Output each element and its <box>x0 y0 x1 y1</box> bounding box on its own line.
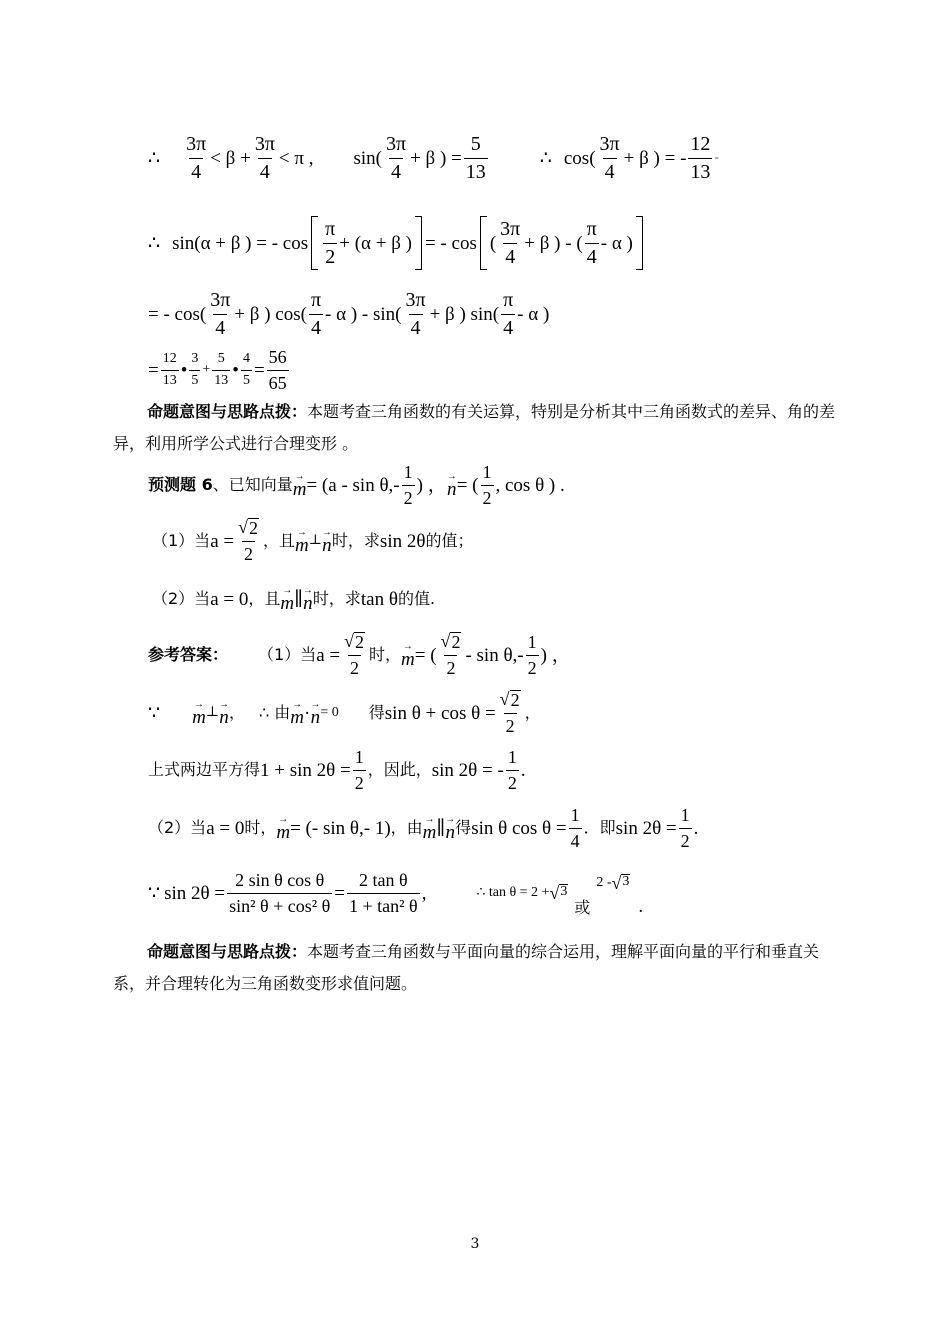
intent-label: 命题意图与思路点拨： <box>147 402 308 421</box>
fraction: $\frac{12}{13}$ <box>690 132 711 183</box>
fraction: $\frac{3\pi}{4}$ <box>254 132 275 183</box>
fraction: $\frac{1}{2}$ <box>354 746 364 793</box>
fraction: $\frac{\pi}{4}$ <box>586 217 597 268</box>
fraction: $\frac{\pi}{2}$ <box>325 217 336 268</box>
vector-m: → m <box>292 470 307 500</box>
vector-n: → n <box>310 698 321 728</box>
fraction: $\frac{\pi}{4}$ <box>310 288 322 339</box>
fraction: $\frac{1}{2}$ <box>680 804 690 851</box>
sqrt-3: √ 3 <box>549 883 568 903</box>
intent-label: 命题意图与思路点拨： <box>147 942 308 961</box>
fraction: $\frac{1}{2}$ <box>527 631 537 678</box>
vector-n: → n <box>446 470 457 500</box>
vector-m: → m <box>422 813 437 843</box>
vector-n: → n <box>219 698 229 728</box>
fraction: $\frac{5}{13}$ <box>465 132 486 183</box>
fraction: $\frac{4}{5}$ <box>242 350 250 388</box>
math-row-1: ∴ $\frac{3\pi}{4}$ < β + $\frac{3\pi}{4}$ < π , sin( $\frac{3\pi}{4}$ + β ) = $\frac{5}{13}$ ∴ cos( $\frac{3\pi}{4}$ + β ) = - $\frac{12}{13}$ - <box>148 132 720 183</box>
left-bracket <box>480 216 487 270</box>
fraction: $\frac{12}{13}$ <box>162 350 177 388</box>
math-row-4: = $\frac{12}{13}$ • $\frac{3}{5}$ + $\frac{5}{13}$ • $\frac{4}{5}$ = $\frac{56}{65}$ <box>148 346 287 393</box>
therefore-symbol: ∴ <box>148 232 161 254</box>
sqrt-3: √ 3 <box>611 873 630 893</box>
page-number: 3 <box>470 1236 480 1252</box>
fraction: √ 2 2 <box>344 631 364 678</box>
problem-label: 预测题 6 <box>148 475 213 494</box>
fraction: $\frac{1}{4}$ <box>570 804 580 851</box>
left-bracket <box>311 216 318 270</box>
paragraph-intent-1 <box>113 396 843 460</box>
vector-m: → m <box>401 640 415 670</box>
fraction: $\frac{\text{2 tan θ}}{\text{1 + tan² θ}}$ <box>349 869 418 916</box>
answer-line-3: 上式两边平方得 1 + sin 2θ = $\frac{1}{2}$ ，因此， sin 2θ = - $\frac{1}{2}$ . <box>148 746 526 793</box>
math-row-2: ∴ sin(α + β ) = - cos $\frac{\pi}{2}$ + (α + β ) = - cos ( $\frac{3\pi}{4}$ + β ) - ( $\frac{\pi}{4}$ - α ) <box>0 214 950 272</box>
vector-n: → n <box>302 584 313 614</box>
fraction: √ 2 2 <box>238 517 258 564</box>
fraction: √ 2 2 <box>499 689 520 736</box>
answer-line-5: ∵ sin 2θ = $\frac{\text{2 sin θ cos θ}}{\text{sin² θ + cos² θ}}$ = $\frac{\text{2 tan θ}}{\text{1 + tan² θ}}$ , ∴ tan θ = 2 + √ 3 或 2 - √ 3 . <box>148 869 644 917</box>
fraction: $\frac{5}{13}$ <box>214 350 229 388</box>
paragraph-intent-2 <box>113 936 843 1000</box>
fraction: $\frac{3\pi}{4}$ <box>599 132 620 183</box>
question-2: （2）当 a = 0 ，且 → m ∥ → n 时，求 tan θ 的值. <box>152 584 436 614</box>
math-row-3: = - cos( $\frac{3\pi}{4}$ + β ) cos( $\frac{\pi}{4}$ - α ) - sin( $\frac{3\pi}{4}$ + β ) sin( $\frac{\pi}{4}$ - α ) <box>148 288 550 339</box>
fraction: $\frac{3\pi}{4}$ <box>405 288 426 339</box>
fraction: $\frac{1}{2}$ <box>507 746 517 793</box>
fraction: $\frac{\text{2 sin θ cos θ}}{\text{sin² θ + cos² θ}}$ <box>229 869 331 916</box>
vector-m: → m <box>290 698 305 728</box>
answer-line-2: ∵ → m ⊥ → n ， ∴ 由 → m · → n = 0 得 sin θ + cos θ = √ 2 2 ， <box>148 689 541 736</box>
because-symbol: ∵ <box>148 882 161 904</box>
vector-m: → m <box>280 584 295 614</box>
vector-m: → m <box>295 526 309 556</box>
fraction: $\frac{\pi}{4}$ <box>503 288 514 339</box>
question-1: （1）当 a = √ 2 2 ，且 → m ⊥ → n 时，求 sin 2θ 的值； <box>152 517 474 564</box>
fraction: $\frac{3\pi}{4}$ <box>500 217 521 268</box>
fraction: $\frac{1}{2}$ <box>482 461 492 508</box>
fraction: $\frac{3\pi}{4}$ <box>385 132 407 183</box>
fraction: √ 2 2 <box>440 631 461 678</box>
fraction: $\frac{1}{2}$ <box>403 461 413 508</box>
because-symbol: ∵ <box>148 702 161 724</box>
vector-m: → m <box>276 813 291 843</box>
answer-line-1: 参考答案： （1）当 a = √ 2 2 时， → m = ( √ 2 2 - sin θ,- $\frac{1}{2}$ ) ， <box>148 631 571 678</box>
vector-n: → n <box>321 526 332 556</box>
fraction: $\frac{56}{65}$ <box>268 346 287 393</box>
vector-m: → m <box>192 698 206 728</box>
intent-text: 本题考查三角函数与平面向量的综合运用，理解平面向量的平行和垂直关系，并合理转化为三角函数变形求值问题。 <box>113 942 820 993</box>
right-bracket <box>636 216 643 270</box>
fraction: $\frac{3\pi}{4}$ <box>210 288 231 339</box>
therefore-symbol: ∴ <box>539 147 552 169</box>
vector-n: → n <box>445 813 456 843</box>
answer-line-4: （2）当 a = 0 时， → m = (- sin θ,- 1) ，由 → m ∥ → n 得 sin θ cos θ = $\frac{1}{4}$ ．即 sin 2θ = $\frac{1}{2}$ . <box>148 804 699 851</box>
fraction: $\frac{3\pi}{4}$ <box>186 132 207 183</box>
answer-label: 参考答案： <box>148 645 229 664</box>
problem-statement: 预测题 6 、已知向量 → m = (a - sin θ,- $\frac{1}{2}$ ) ， → n = ( $\frac{1}{2}$ , cos θ ) . <box>148 461 565 508</box>
fraction: $\frac{3}{5}$ <box>191 350 199 388</box>
intent-text: 本题考查三角函数的有关运算，特别是分析其中三角函数式的差异、角的差异，利用所学公式进行合理变形 。 <box>113 402 836 453</box>
therefore-symbol: ∴ <box>148 147 161 169</box>
right-bracket <box>415 216 422 270</box>
